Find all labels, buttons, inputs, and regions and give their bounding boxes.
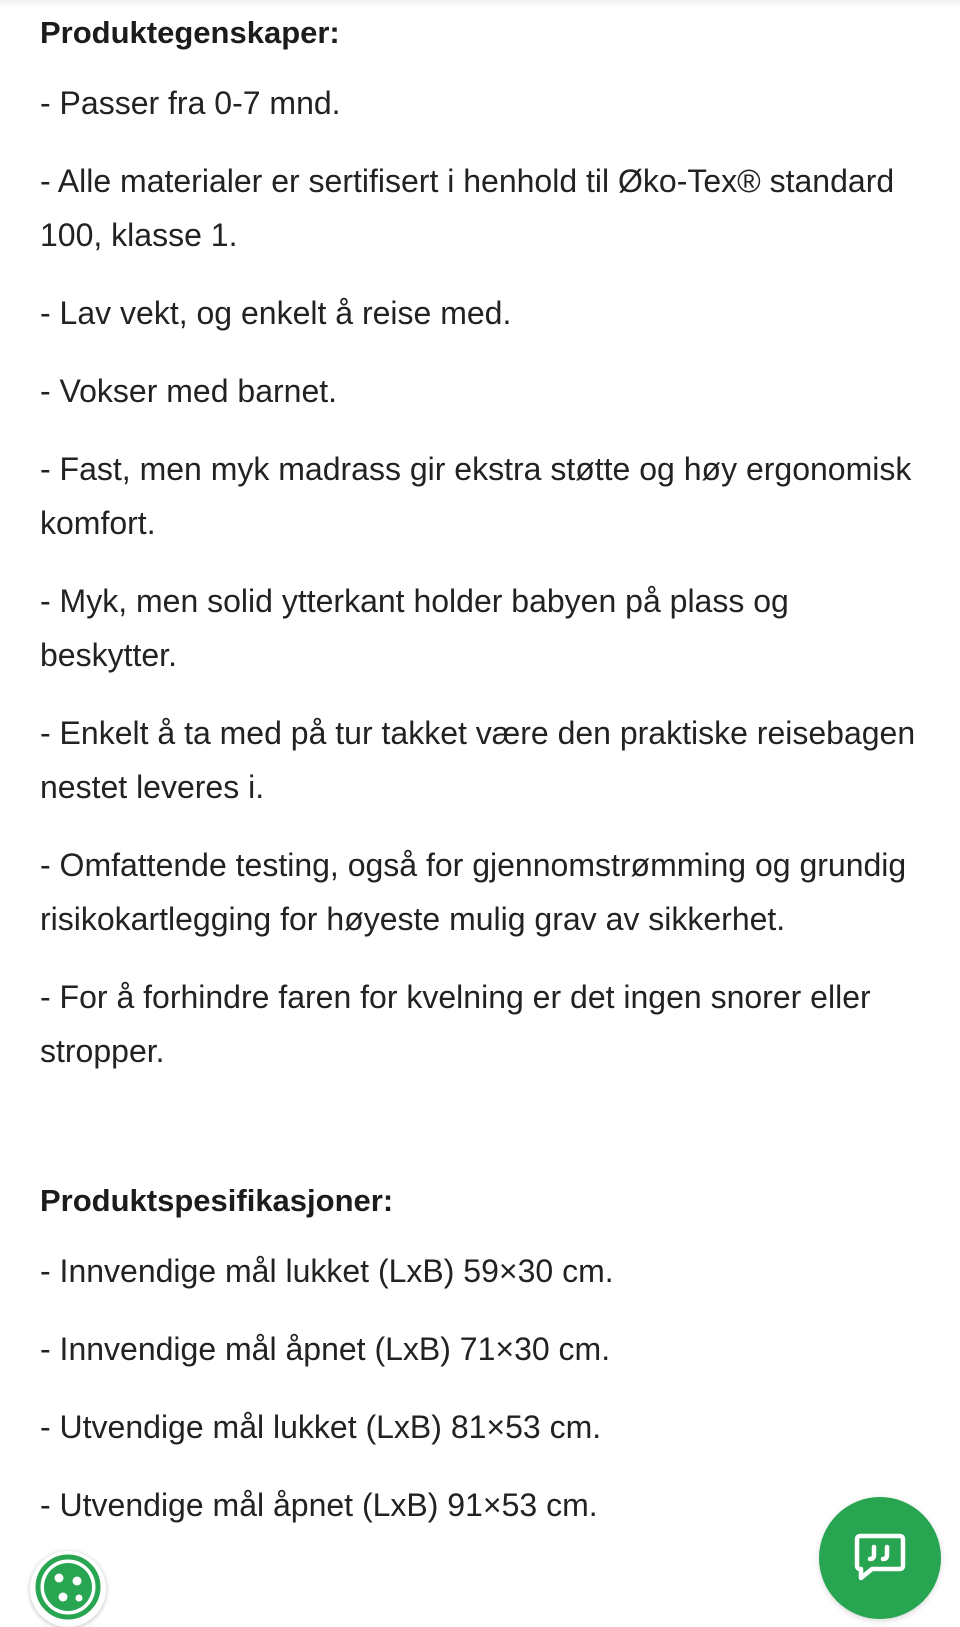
specs-list — [40, 1244, 920, 1532]
feature-item: - Alle materialer er sertifisert i henhold til Øko-Tex® standard 100, klasse 1. — [40, 163, 895, 253]
feature-item: - Omfattende testing, også for gjennomstrømming og grundig risikokartlegging for høyeste mulig grav av sikkerhet. — [40, 847, 907, 937]
chat-bubble-quote-icon — [852, 1528, 908, 1589]
spec-item: - Utvendige mål lukket (LxB) 81×53 cm. — [40, 1409, 602, 1445]
features-heading: Produktegenskaper: — [40, 15, 340, 50]
feature-item: - Passer fra 0-7 mnd. — [40, 85, 341, 121]
feature-item: - Vokser med barnet. — [40, 373, 338, 409]
cookie-settings-button[interactable] — [30, 1551, 106, 1627]
feature-item: - Lav vekt, og enkelt å reise med. — [40, 295, 512, 331]
feature-item: - Fast, men myk madrass gir ekstra støtte og høy ergonomisk komfort. — [40, 451, 912, 541]
cookie-icon — [33, 1552, 103, 1627]
spec-item: - Innvendige mål lukket (LxB) 59×30 cm. — [40, 1253, 614, 1289]
product-description — [40, 14, 920, 1532]
feature-item: - For å forhindre faren for kvelning er det ingen snorer eller stropper. — [40, 979, 871, 1069]
top-bar-shadow — [0, 0, 960, 8]
chat-button[interactable] — [819, 1497, 941, 1619]
features-list — [40, 76, 920, 1078]
spec-item: - Utvendige mål åpnet (LxB) 91×53 cm. — [40, 1487, 598, 1523]
feature-item: - Enkelt å ta med på tur takket være den praktiske reisebagen nestet leveres i. — [40, 715, 916, 805]
specs-heading: Produktspesifikasjoner: — [40, 1183, 394, 1218]
feature-item: - Myk, men solid ytterkant holder babyen på plass og beskytter. — [40, 583, 789, 673]
spec-item: - Innvendige mål åpnet (LxB) 71×30 cm. — [40, 1331, 611, 1367]
